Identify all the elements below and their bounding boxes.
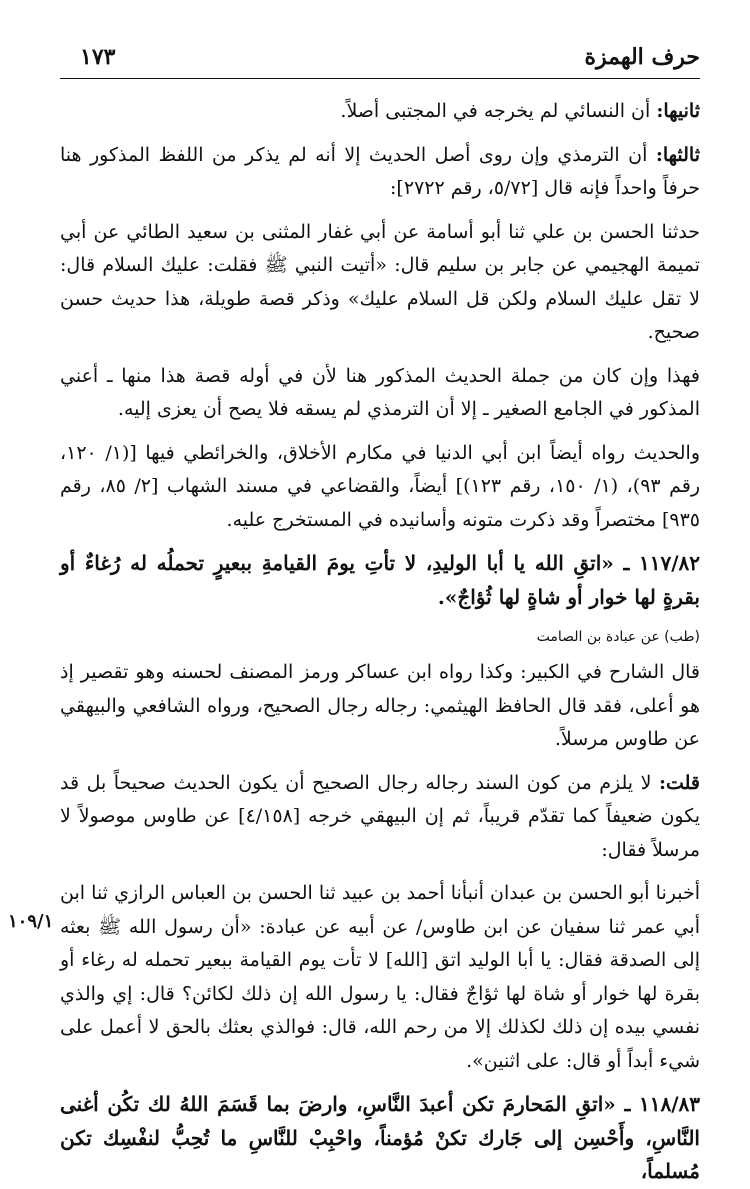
paragraph-tirmidhi-isnad: حدثنا الحسن بن علي ثنا أبو أسامة عن أبي غفار المثنى بن سعيد الطائي عن أبي تميمة الهجيمي عن جابر بن سليم قال: «أتيت النبي ﷺ فقلت: عليك السلام قال: لا تقل عليك السلام ولكن قل السلام عليك» وذكر قصة طويلة، هذا حديث حسن صحيح. (60, 220, 700, 343)
margin-folio-note: ١٠٩/١ (8, 911, 54, 932)
paragraph-label: ثالثها: (655, 143, 700, 166)
paragraph-commentary: فهذا وإن كان من جملة الحديث المذكور هنا لأن في أوله قصة هذا منها ـ أعني المذكور في الجامع الصغير ـ إلا أن الترمذي لم يسقه فلا يصح أن يعزى إليه. (60, 364, 700, 420)
paragraph-text: أن الترمذي وإن روى أصل الحديث إلا أنه لم يذكر من اللفظ المذكور هنا حرفاً واحداً فإنه قال [٥/٧٢، رقم ٢٧٢٢]: (60, 143, 700, 199)
chapter-title: حرف الهمزة (584, 44, 700, 70)
paragraph-references: والحديث رواه أيضاً ابن أبي الدنيا في مكارم الأخلاق، والخرائطي فيها [(١/ ١٢٠، رقم ٩٣)، (١/ ١٥٠، رقم ١٢٣)] أيضاً، والقضاعي في مسند الشهاب [٢/ ٨٥، رقم ٩٣٥] مختصراً وقد ذكرت متونه وأسانيده في المستخرج عليه. (60, 441, 701, 531)
paragraph-text: أن النسائي لم يخرجه في المجتبى أصلاً. (340, 100, 657, 122)
hadith-118: ١١٨/٨٣ ـ «اتقِ المَحارمَ تكن أعبدَ النَّاسِ، وارضَ بما قَسَمَ اللهُ لك تكُن أغنى النَّاسِ، وأَحْسِن إلى جَارك تكنْ مُؤمناً، واحْبِبْ للنَّاسِ ما تُحِبُّ لنفْسِك تكن مُسلماً، (60, 1092, 700, 1183)
paragraph-third-point (60, 139, 700, 206)
hadith-117: ١١٧/٨٢ ـ «اتقِ الله يا أبا الوليدِ، لا تأتِ يومَ القيامةِ ببعيرٍ تحملُه له رُغاءٌ أو بقرةٍ لها خوار أو شاةٍ لها ثُؤاجٌ». (60, 551, 700, 609)
paragraph-label: ثانيها: (656, 100, 700, 122)
paragraph-text: لا يلزم من كون السند رجاله رجال الصحيح أن يكون الحديث صحيحاً بل قد يكون ضعيفاً كما تقدّم قريباً، ثم إن البيهقي خرجه [٤/١٥٨] عن طاوس موصولاً لا مرسلاً فقال: (60, 771, 700, 861)
paragraph-bayhaqi-wrapper (8, 877, 700, 1078)
page-number: ١٧٣ (80, 44, 116, 70)
page-header (60, 40, 700, 79)
page-body (8, 95, 701, 1189)
paragraph-label: قلت: (658, 771, 700, 794)
paragraph-qultu (60, 767, 700, 868)
paragraph-bayhaqi-isnad: أخبرنا أبو الحسن بن عبدان أنبأنا أحمد بن عبيد ثنا الحسن بن العباس الرازي ثنا ابن أبي عمر ثنا سفيان عن ابن طاوس/ عن أبيه عن عبادة: «أن رسول الله ﷺ بعثه إلى الصدقة فقال: يا أبا الوليد اتق [الله] لا تأت يوم القيامة ببعير تحمله له رغاء أو بقرة لها خوار أو شاة لها ثؤاجٌ فقال: يا رسول الله إن ذلك لكائن؟ قال: إي والذي نفسي بيده إن ذلك لكذلك إلا من رحم الله، قال: فوالذي بعثك بالحق لا أعمل على شيء أبداً أو قال: على اثنين». (60, 882, 700, 1072)
paragraph-second-point (60, 95, 700, 129)
hadith-117-source: (طب) عن عبادة بن الصامت (536, 629, 700, 645)
paragraph-sharih: قال الشارح في الكبير: وكذا رواه ابن عساكر ورمز المصنف لحسنه وهو تقصير إذ هو أعلى، فقد قال الحافظ الهيثمي: رجاله رجال الصحيح، ورواه الشافعي والبيهقي عن طاوس مرسلاً. (60, 661, 700, 750)
document-page (8, 40, 701, 1183)
